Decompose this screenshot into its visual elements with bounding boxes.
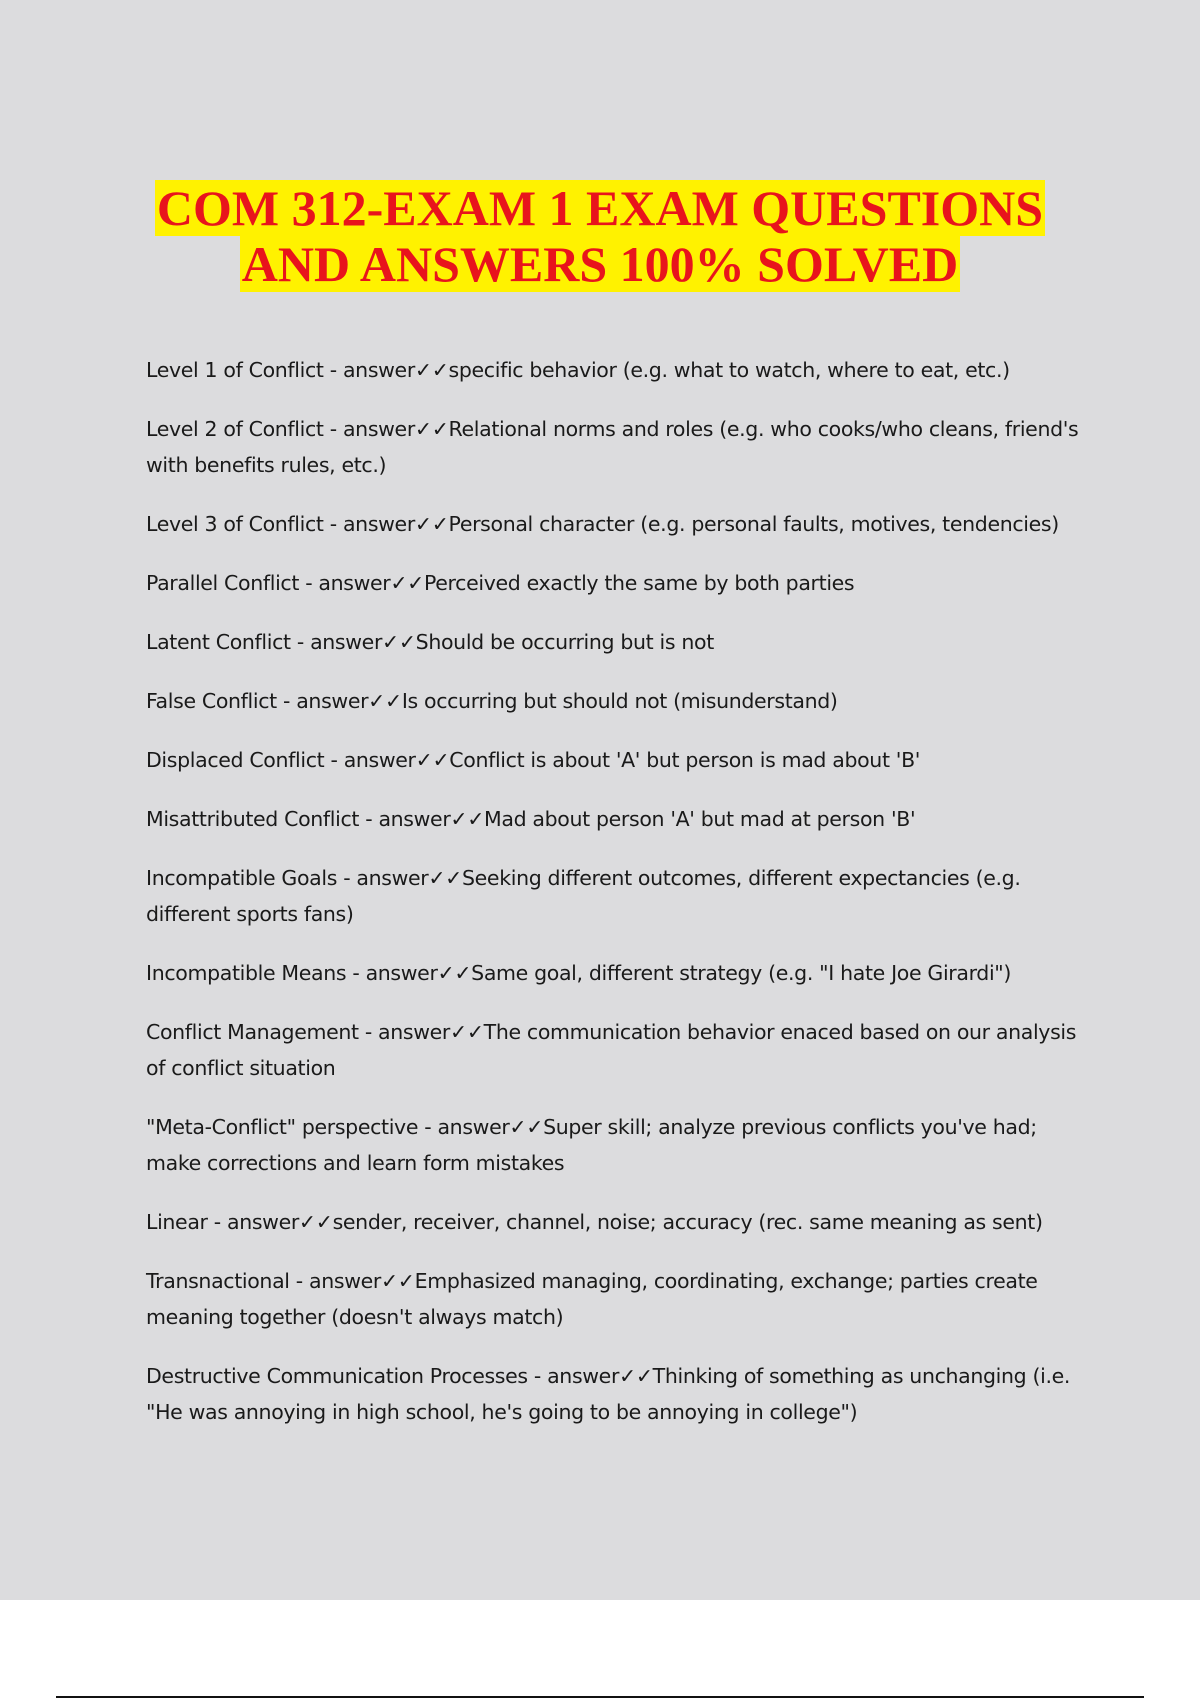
- qa-entry-transnactional: Transnactional - answer✓✓Emphasized managing, coordinating, exchange; parties create meaning together (doesn't always match): [146, 1269, 1038, 1329]
- qa-entry-displaced-conflict: Displaced Conflict - answer✓✓Conflict is about 'A' but person is mad about 'B': [146, 748, 921, 772]
- document-title: [0, 180, 1200, 292]
- qa-entry-latent-conflict: Latent Conflict - answer✓✓Should be occurring but is not: [146, 630, 714, 654]
- qa-entry-parallel-conflict: Parallel Conflict - answer✓✓Perceived exactly the same by both parties: [146, 571, 855, 595]
- title-line-1: COM 312-EXAM 1 EXAM QUESTIONS: [156, 180, 1044, 236]
- qa-entry-false-conflict: False Conflict - answer✓✓Is occurring but should not (misunderstand): [146, 689, 838, 713]
- qa-entry-conflict-management: Conflict Management - answer✓✓The communication behavior enaced based on our analysis of conflict situation: [146, 1020, 1077, 1080]
- qa-list: [146, 352, 1086, 1453]
- qa-entry-incompatible-goals: Incompatible Goals - answer✓✓Seeking different outcomes, different expectancies (e.g. different sports fans): [146, 866, 1021, 926]
- title-line-2: AND ANSWERS 100% SOLVED: [241, 236, 959, 292]
- qa-entry-destructive-processes: Destructive Communication Processes - answer✓✓Thinking of something as unchanging (i.e. "He was annoying in high school, he's going to be annoying in college"): [146, 1364, 1071, 1424]
- footer-divider: [56, 1696, 1144, 1698]
- qa-entry-meta-conflict: "Meta-Conflict" perspective - answer✓✓Super skill; analyze previous conflicts you've had; make corrections and learn form mistakes: [146, 1115, 1037, 1175]
- qa-entry-level-2: Level 2 of Conflict - answer✓✓Relational norms and roles (e.g. who cooks/who cleans, friend's with benefits rules, etc.): [146, 417, 1079, 477]
- qa-entry-level-1: Level 1 of Conflict - answer✓✓specific behavior (e.g. what to watch, where to eat, etc.): [146, 358, 1010, 382]
- qa-entry-linear: Linear - answer✓✓sender, receiver, channel, noise; accuracy (rec. same meaning as sent): [146, 1210, 1043, 1234]
- qa-entry-level-3: Level 3 of Conflict - answer✓✓Personal character (e.g. personal faults, motives, tendencies): [146, 512, 1059, 536]
- qa-entry-incompatible-means: Incompatible Means - answer✓✓Same goal, different strategy (e.g. "I hate Joe Girardi"): [146, 961, 1012, 985]
- qa-entry-misattributed-conflict: Misattributed Conflict - answer✓✓Mad about person 'A' but mad at person 'B': [146, 807, 916, 831]
